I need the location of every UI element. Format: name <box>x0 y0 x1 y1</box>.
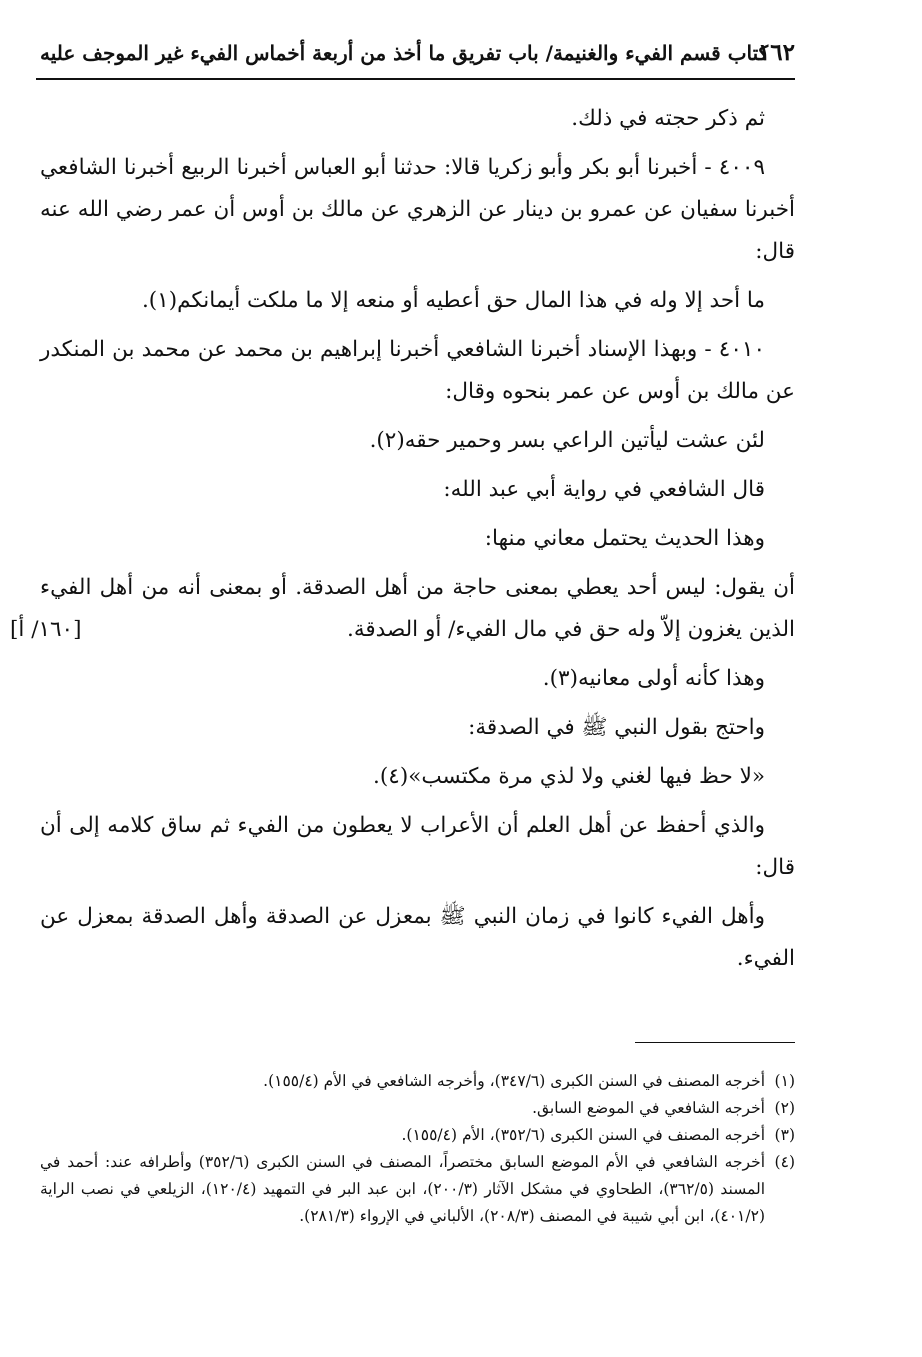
hadith-4009: ٤٠٠٩ - أخبرنا أبو بكر وأبو زكريا قالا: حدثنا أبو العباس أخبرنا الربيع أخبرنا الشافعي أخبرنا سفيان عن عمرو بن دينار عن الزهري عن مالك بن أوس أن عمر رضي الله عنه قال: <box>40 155 795 264</box>
header-rule <box>36 78 795 80</box>
hadith-4010: ٤٠١٠ - وبهذا الإسناد أخبرنا الشافعي أخبرنا إبراهيم بن محمد عن محمد بن المنكدر عن مالك بن أوس عن عمر بنحوه وقال: <box>40 337 795 404</box>
footnote-rule <box>635 1042 795 1043</box>
paragraph: ما أحد إلا وله في هذا المال حق أعطيه أو منعه إلا ما ملكت أيمانكم(١). <box>141 288 765 313</box>
footnote-text: أخرجه الشافعي في الأم الموضع السابق مختصراً، المصنف في السنن الكبرى (٣٥٢/٦) وأطرافه عند: أحمد في المسند (٣٦٢/٥)، الطحاوي في مشكل الآثار (٢٠٠/٣)، ابن عبد البر في التمهيد (١٢٠/٤)، الزيلعي في نصب الراية (٤٠١/٢)، ابن أبي شيبة في المصنف (٢٠٨/٣)، الألباني في الإرواء (٢٨١/٣). <box>40 1153 766 1225</box>
paragraph: وأهل الفيء كانوا في زمان النبي ﷺ بمعزل عن الصدقة وأهل الصدقة بمعزل عن الفيء. <box>40 904 795 971</box>
hadith-quote: «لا حظ فيها لغني ولا لذي مرة مكتسب»(٤). <box>373 764 765 789</box>
footnote-2 <box>40 1095 795 1122</box>
footnote-text: أخرجه الشافعي في الموضع السابق. <box>532 1099 765 1117</box>
footnote-text: أخرجه المصنف في السنن الكبرى (٣٤٧/٦)، وأخرجه الشافعي في الأم (١٥٥/٤). <box>263 1072 765 1090</box>
page-header <box>40 36 795 70</box>
folio-marker: [١٦٠/ أ] <box>10 617 82 642</box>
page-number: ١٦٢ <box>757 39 795 66</box>
footnote-marker: (٣) <box>774 1126 795 1144</box>
main-text <box>10 98 795 987</box>
paragraph: والذي أحفظ عن أهل العلم أن الأعراب لا يعطون من الفيء ثم ساق كلامه إلى أن قال: <box>40 813 795 880</box>
running-title: كتاب قسم الفيء والغنيمة/ باب تفريق ما أخذ من أربعة أخماس الفيء غير الموجف عليه <box>40 41 769 65</box>
footnote-marker: (٢) <box>774 1099 795 1117</box>
paragraph-text: أن يقول: ليس أحد يعطي بمعنى حاجة من أهل الصدقة. أو بمعنى أنه من أهل الفيء الذين يغزون إلاّ وله حق في مال الفيء/ أو الصدقة. <box>40 575 795 642</box>
paragraph: واحتج بقول النبي ﷺ في الصدقة: <box>468 715 765 740</box>
footnote-marker: (١) <box>774 1072 795 1090</box>
paragraph: ثم ذكر حجته في ذلك. <box>571 106 765 131</box>
footnotes <box>40 1068 795 1230</box>
footnote-4 <box>40 1149 795 1230</box>
paragraph: قال الشافعي في رواية أبي عبد الله: <box>443 477 765 502</box>
paragraph: وهذا الحديث يحتمل معاني منها: <box>484 526 765 551</box>
footnote-3 <box>40 1122 795 1149</box>
footnote-marker: (٤) <box>774 1153 795 1171</box>
footnote-text: أخرجه المصنف في السنن الكبرى (٣٥٢/٦)، الأم (١٥٥/٤). <box>401 1126 765 1144</box>
paragraph: لئن عشت ليأتين الراعي بسر وحمير حقه(٢). <box>369 428 765 453</box>
footnote-1 <box>40 1068 795 1095</box>
paragraph: وهذا كأنه أولى معانيه(٣). <box>542 666 765 691</box>
paragraph-with-folio <box>10 567 795 651</box>
